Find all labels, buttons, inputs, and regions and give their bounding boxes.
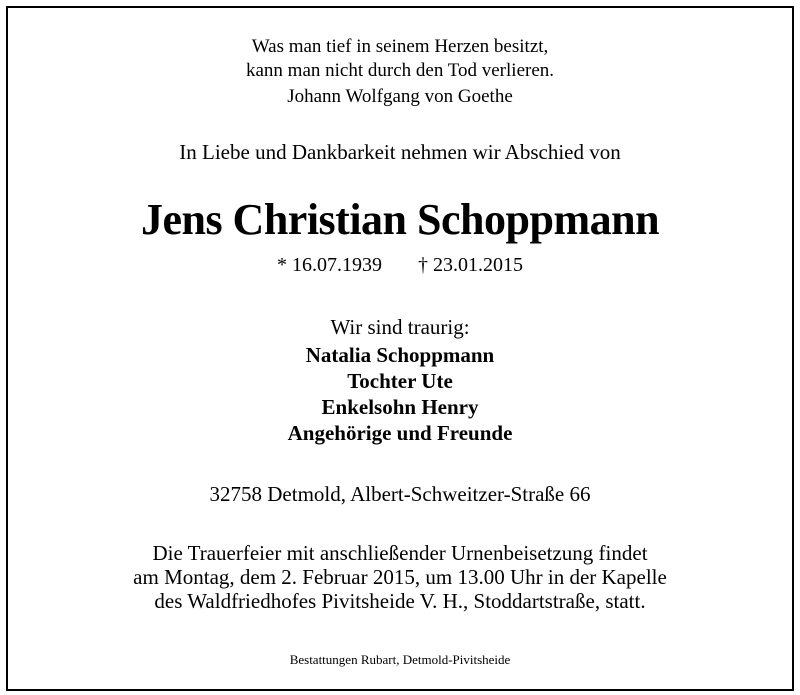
deceased-name: Jens Christian Schoppmann — [140, 195, 660, 244]
birth-date: * 16.07.1939 — [277, 254, 382, 276]
service-line-2: am Montag, dem 2. Februar 2015, um 13.00 Uhr in der Kapelle — [133, 565, 667, 589]
obituary-notice — [6, 6, 794, 691]
death-date: † 23.01.2015 — [418, 254, 523, 276]
address: 32758 Detmold, Albert-Schweitzer-Straße 66 — [209, 482, 591, 506]
quote-author: Johann Wolfgang von Goethe — [287, 86, 513, 107]
service-line-3: des Waldfriedhofes Pivitsheide V. H., Stoddartstraße, statt. — [154, 589, 646, 613]
intro-text: In Liebe und Dankbarkeit nehmen wir Abschied von — [179, 140, 621, 164]
mourners-heading: Wir sind traurig: — [330, 315, 470, 339]
mourner-name: Enkelsohn Henry — [321, 395, 479, 419]
funeral-home: Bestattungen Rubart, Detmold-Pivitsheide — [289, 652, 511, 667]
service-line-1: Die Trauerfeier mit anschließender Urnenbeisetzung findet — [152, 541, 648, 565]
mourner-name: Angehörige und Freunde — [287, 421, 513, 445]
quote-line-1: Was man tief in seinem Herzen besitzt, — [251, 36, 549, 57]
mourner-name: Tochter Ute — [347, 369, 453, 393]
mourner-name: Natalia Schoppmann — [305, 343, 495, 367]
life-dates — [8, 254, 792, 277]
quote-line-2: kann man nicht durch den Tod verlieren. — [245, 60, 555, 81]
